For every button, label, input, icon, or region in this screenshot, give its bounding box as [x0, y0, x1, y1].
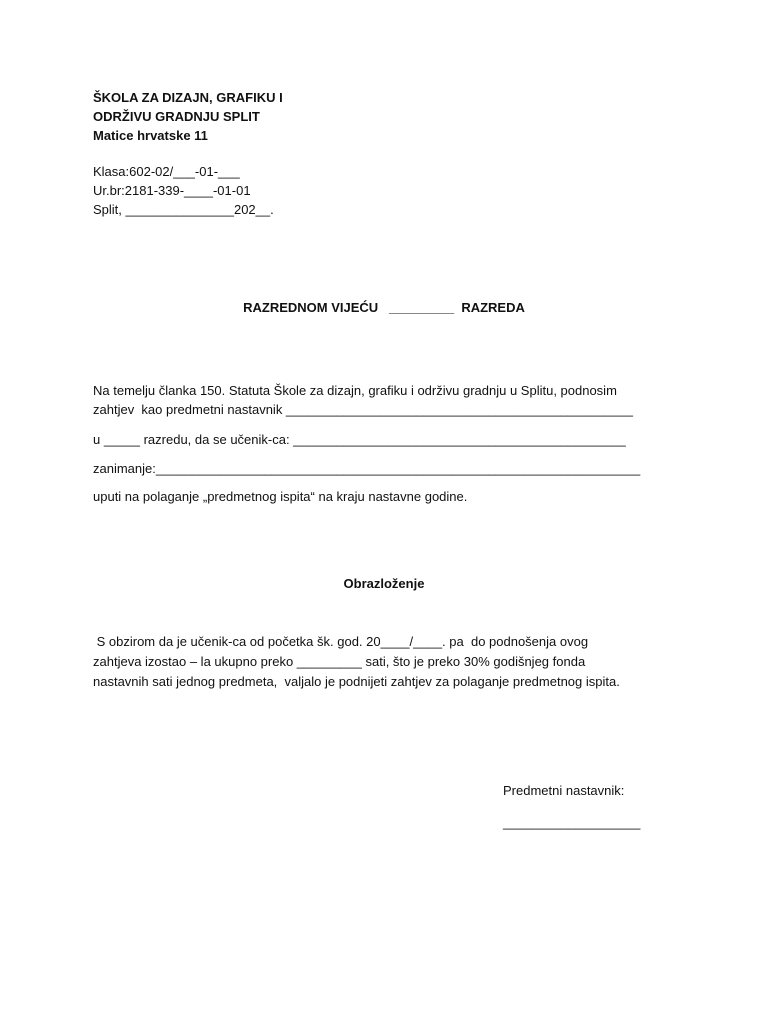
klasa-reference: Klasa:602-02/___-01-___: [93, 164, 240, 179]
urbr-reference: Ur.br:2181-339-____-01-01: [93, 183, 251, 198]
justification-line2: zahtjeva izostao – la ukupno preko _________ sati, što je preko 30% godišnjeg fonda: [93, 654, 586, 669]
school-address: Matice hrvatske 11: [93, 128, 208, 143]
request-text-line3: u _____ razredu, da se učenik-ca: ______________________________________________: [93, 432, 626, 447]
justification-title: Obrazloženje: [343, 576, 425, 591]
justification-line3: nastavnih sati jednog predmeta, valjalo je podnijeti zahtjev za polaganje predmetnog ispita.: [93, 674, 620, 689]
request-text-line2: zahtjev kao predmetni nastavnik ________________________________________________: [93, 402, 633, 417]
request-text-line1: Na temelju članka 150. Statuta Škole za dizajn, grafiku i održivu gradnju u Splitu, podnosim: [93, 383, 617, 398]
school-name-line1: ŠKOLA ZA DIZAJN, GRAFIKU I: [93, 90, 283, 105]
occupation-line: zanimanje:___________________________________________________________________: [93, 461, 641, 476]
recipient-heading: RAZREDNOM VIJEĆU _________ RAZREDA: [243, 300, 525, 315]
signature-line: ___________________: [503, 815, 641, 830]
justification-line1: S obzirom da je učenik-ca od početka šk. god. 20____/____. pa do podnošenja ovog: [93, 634, 589, 649]
signature-label: Predmetni nastavnik:: [503, 783, 625, 798]
request-text-line5: uputi na polaganje „predmetnog ispita“ na kraju nastavne godine.: [93, 489, 468, 504]
school-name-line2: ODRŽIVU GRADNJU SPLIT: [93, 109, 260, 124]
place-date: Split, _______________202__.: [93, 202, 274, 217]
